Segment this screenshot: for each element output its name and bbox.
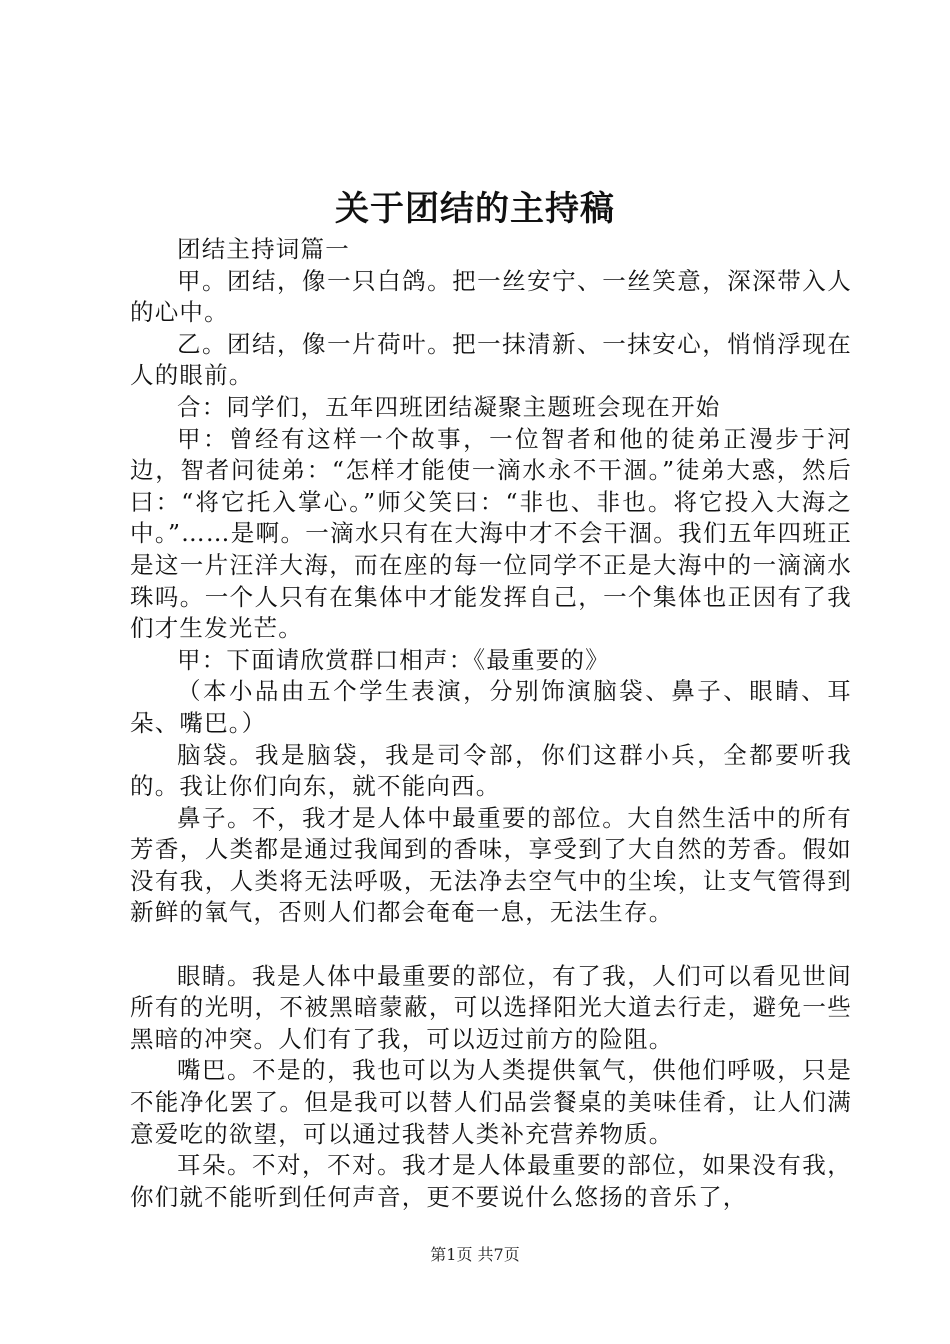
paragraph: 甲：下面请欣赏群口相声：《最重要的》 xyxy=(177,645,610,674)
paragraph: 甲：曾经有这样一个故事，一位智者和他的徒弟正漫步于河边，智者问徒弟：“怎样才能使一滴水永不干涸。”徒弟大惑，然后曰：“将它托入掌心。”师父笑曰：“非也、非也。将它投入大海之中。”……是啊。一滴水只有在大海中才不会干涸。我们五年四班正是这一片汪洋大海，而在座的每一位同学不正是大海中的一滴滴水珠吗。一个人只有在集体中才能发挥自己，一个集体也正因有了我们才生发光芒。 xyxy=(130,424,852,643)
paragraph: 嘴巴。不是的，我也可以为人类提供氧气，供他们呼吸，只是不能净化罢了。但是我可以替人们品尝餐桌的美味佳肴，让人们满意爱吃的欲望，可以通过我替人类补充营养物质。 xyxy=(130,1056,852,1148)
paragraph: 合：同学们，五年四班团结凝聚主题班会现在开始 xyxy=(177,392,721,421)
page-indicator: 第1页 共7页 xyxy=(430,1245,520,1264)
paragraph: 乙。团结，像一片荷叶。把一抹清新、一抹安心，悄悄浮现在人的眼前。 xyxy=(130,329,852,390)
paragraph: （本小品由五个学生表演，分别饰演脑袋、鼻子、眼睛、耳朵、嘴巴。） xyxy=(130,677,852,737)
paragraph: 甲。团结，像一只白鸽。把一丝安宁、一丝笑意，深深带入人的心中。 xyxy=(130,266,852,327)
page-title: 关于团结的主持稿 xyxy=(335,189,615,229)
paragraph: 耳朵。不对，不对。我才是人体最重要的部位，如果没有我，你们就不能听到任何声音，更不要说什么悠扬的音乐了， xyxy=(130,1151,852,1211)
document-body xyxy=(130,234,852,1213)
paragraph: 眼睛。我是人体中最重要的部位，有了我，人们可以看见世间所有的光明，不被黑暗蒙蔽，可以选择阳光大道去行走，避免一些黑暗的冲突。人们有了我，可以迈过前方的险阻。 xyxy=(130,961,852,1053)
section-heading: 团结主持词篇一 xyxy=(177,235,350,263)
paragraph: 脑袋。我是脑袋，我是司令部，你们这群小兵，全都要听我的。我让你们向东，就不能向西。 xyxy=(130,740,852,801)
paragraph: 鼻子。不，我才是人体中最重要的部位。大自然生活中的所有芳香，人类都是通过我闻到的香味，享受到了大自然的芳香。假如没有我，人类将无法呼吸，无法净去空气中的尘埃，让支气管得到新鲜的氧气，否则人们都会奄奄一息，无法生存。 xyxy=(130,803,852,927)
